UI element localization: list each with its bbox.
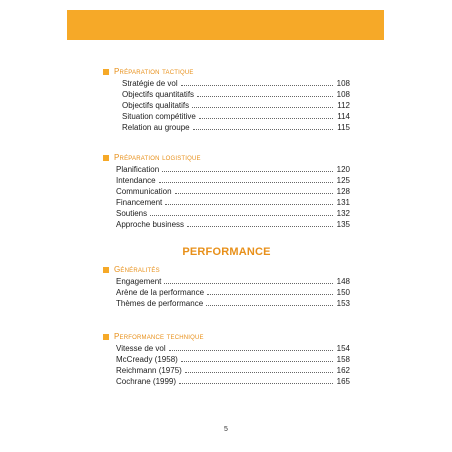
toc-entry-label: Objectifs qualitatifs	[122, 101, 190, 110]
toc-entry[interactable]	[103, 89, 350, 100]
dot-leader	[206, 304, 333, 306]
toc-entry-label: Engagement	[116, 277, 162, 286]
section-heading	[103, 264, 350, 275]
bullet-square-icon	[103, 155, 109, 161]
section-title: Préparation logistique	[114, 153, 201, 162]
toc-entry[interactable]	[103, 164, 350, 175]
section-heading	[103, 66, 350, 77]
toc-entry[interactable]	[103, 376, 350, 387]
toc-entry-page: 125	[336, 176, 350, 185]
toc-section-generalites	[103, 264, 350, 309]
toc-entry[interactable]	[103, 186, 350, 197]
dot-leader	[181, 360, 333, 362]
dot-leader	[199, 117, 333, 119]
toc-entry-page: 108	[336, 79, 350, 88]
toc-entry-label: Stratégie de vol	[122, 79, 178, 88]
toc-entry[interactable]	[103, 175, 350, 186]
dot-leader	[159, 181, 333, 183]
toc-entry-label: Arène de la performance	[116, 288, 205, 297]
toc-entry-page: 132	[336, 209, 350, 218]
toc-entry[interactable]	[103, 122, 350, 133]
toc-entry-page: 162	[336, 366, 350, 375]
toc-entry-label: Communication	[116, 187, 172, 196]
toc-section-preparation-logistique	[103, 152, 350, 230]
toc-entry-page: 135	[336, 220, 350, 229]
dot-leader	[192, 106, 333, 108]
toc-entry-page: 131	[336, 198, 350, 207]
dot-leader	[181, 84, 333, 86]
toc-entry-label: Approche business	[116, 220, 185, 229]
toc-entry-page: 115	[337, 123, 350, 132]
toc-entry-page: 108	[336, 90, 350, 99]
dot-leader	[185, 371, 333, 373]
toc-entry-page: 120	[336, 165, 350, 174]
toc-entry[interactable]	[103, 197, 350, 208]
toc-entry-label: Financement	[116, 198, 163, 207]
section-title: Généralités	[114, 265, 160, 274]
toc-entry[interactable]	[103, 219, 350, 230]
toc-entry-label: Objectifs quantitatifs	[122, 90, 195, 99]
toc-entry[interactable]	[103, 287, 350, 298]
toc-entry-page: 128	[336, 187, 350, 196]
toc-entry[interactable]	[103, 276, 350, 287]
dot-leader	[197, 95, 333, 97]
dot-leader	[162, 170, 333, 172]
dot-leader	[164, 282, 333, 284]
section-heading	[103, 152, 350, 163]
toc-entry-label: Cochrane (1999)	[116, 377, 177, 386]
dot-leader	[187, 225, 333, 227]
toc-entry-label: Reichmann (1975)	[116, 366, 182, 375]
toc-entry-page: 112	[337, 101, 350, 110]
part-title: PERFORMANCE	[182, 246, 271, 258]
table-of-contents	[103, 66, 350, 387]
toc-entry-label: Vitesse de vol	[116, 344, 166, 353]
toc-entry-label: Intendance	[116, 176, 156, 185]
toc-entry[interactable]	[103, 365, 350, 376]
toc-entry-page: 153	[336, 299, 350, 308]
dot-leader	[169, 349, 333, 351]
toc-entry[interactable]	[103, 111, 350, 122]
dot-leader	[150, 214, 333, 216]
section-heading	[103, 331, 350, 342]
toc-entry-page: 165	[336, 377, 350, 386]
toc-entry-page: 150	[336, 288, 350, 297]
page-number: 5	[224, 426, 228, 433]
dot-leader	[179, 382, 333, 384]
section-title: Préparation tactique	[114, 67, 194, 76]
toc-entry-page: 148	[336, 277, 350, 286]
bullet-square-icon	[103, 69, 109, 75]
dot-leader	[175, 192, 333, 194]
toc-entry-label: Thèmes de performance	[116, 299, 204, 308]
toc-entry-page: 154	[336, 344, 350, 353]
toc-section-performance-technique	[103, 331, 350, 387]
toc-entry-label: Situation compétitive	[122, 112, 196, 121]
toc-entry[interactable]	[103, 208, 350, 219]
toc-section-preparation-tactique	[103, 66, 350, 133]
toc-entry[interactable]	[103, 78, 350, 89]
toc-entry[interactable]	[103, 298, 350, 309]
toc-entry[interactable]	[103, 343, 350, 354]
dot-leader	[207, 293, 333, 295]
toc-entry-label: Soutiens	[116, 209, 148, 218]
bullet-square-icon	[103, 267, 109, 273]
dot-leader	[165, 203, 333, 205]
toc-entry-label: McCready (1958)	[116, 355, 178, 364]
header-color-band	[67, 10, 384, 40]
bullet-square-icon	[103, 334, 109, 340]
toc-entry-label: Planification	[116, 165, 160, 174]
toc-entry-page: 158	[336, 355, 350, 364]
toc-entry[interactable]	[103, 100, 350, 111]
dot-leader	[193, 128, 333, 130]
toc-entry-label: Relation au groupe	[122, 123, 190, 132]
toc-entry[interactable]	[103, 354, 350, 365]
section-title: Performance technique	[114, 332, 204, 341]
toc-entry-page: 114	[337, 112, 350, 121]
